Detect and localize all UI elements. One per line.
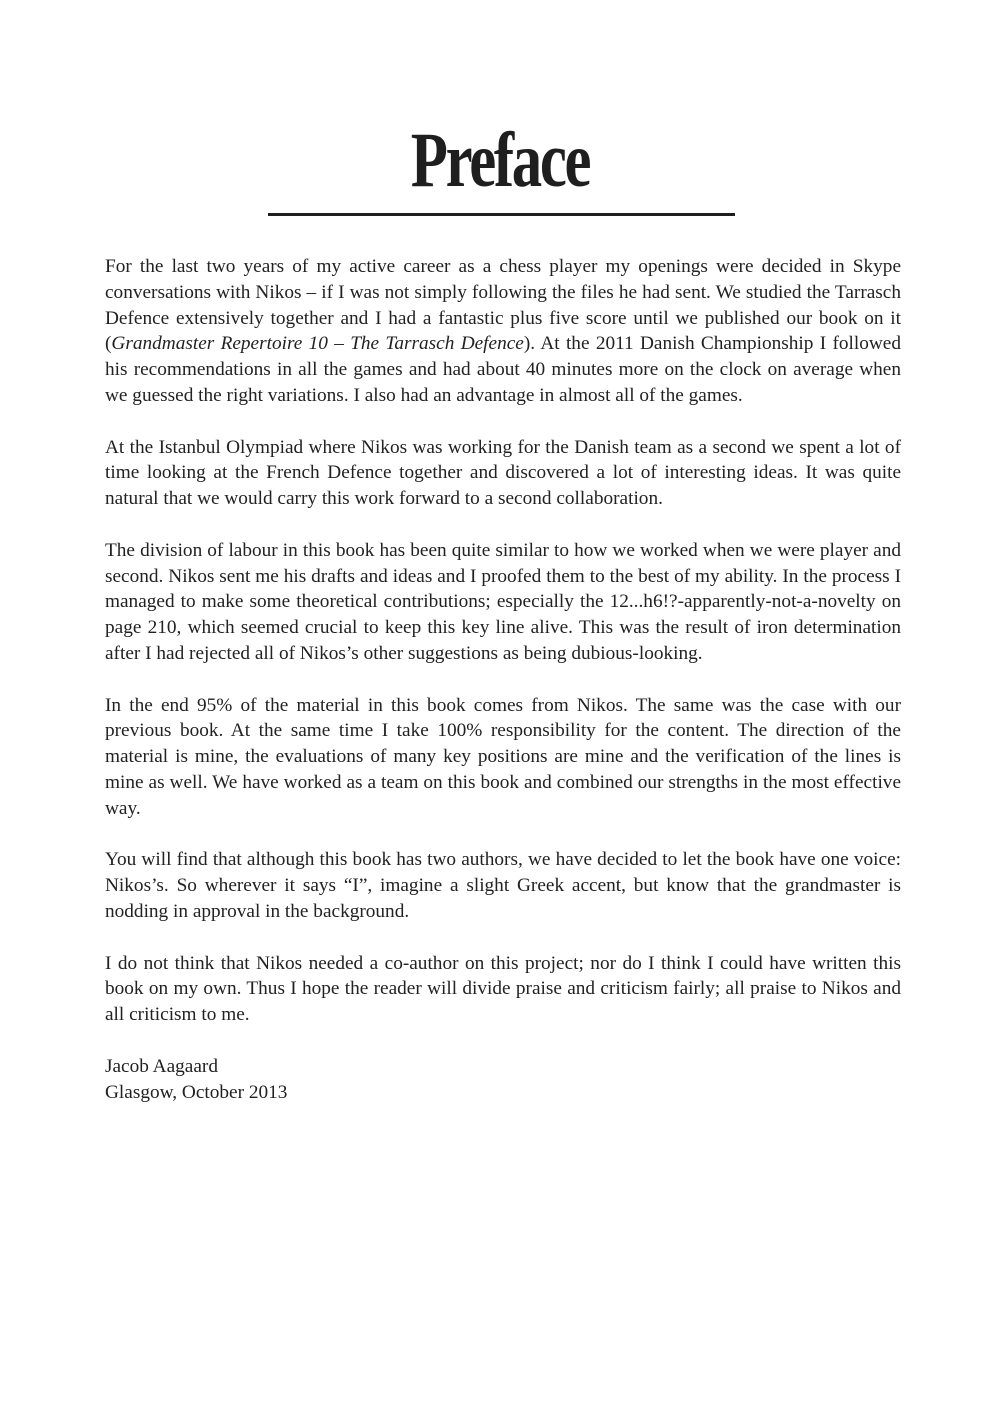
paragraph-6: I do not think that Nikos needed a co-author on this project; nor do I think I could have written this book on my own. Thus I hope the reader will divide praise and criticism fairly; all praise to Nikos and all criticism to me.	[105, 952, 901, 1026]
paragraph-5: You will find that although this book has two authors, we have decided to let the book have one voice: Nikos’s. So wherever it says “I”, imagine a slight Greek accent, but know that the grandmaster is nodding in approval in the background.	[105, 849, 901, 922]
place-and-date: Glasgow, October 2013	[105, 1081, 288, 1103]
paragraph-4: In the end 95% of the material in this book comes from Nikos. The same was the case with our previous book. At the same time I take 100% responsibility for the content. The direction of the material is mine, the evaluations of many key positions are mine and the verification of the lines is mine as well. We have worked as a team on this book and combined our strengths in the most effective way.	[105, 694, 901, 819]
signature-block	[105, 1054, 901, 1106]
page-title: Preface	[410, 116, 590, 203]
paragraph-1	[105, 254, 901, 409]
title-underline	[268, 213, 735, 216]
book-title-reference: Grandmaster Repertoire 10 – The Tarrasch Defence	[111, 333, 524, 355]
paragraph-1-text-b: ). At the 2011 Danish Championship I followed his recommendations in all the games and had about 40 minutes more on the clock on average when we guessed the right variations. I also had an advantage in almost all of the games.	[105, 333, 902, 406]
paragraph-1-text-a: For the last two years of my active career as a chess player my openings were decided in Skype conversations with Nikos – if I was not simply following the files he had sent. We studied the Tarrasch Defence extensively together and I had a fantastic plus five score until we published our book on it (	[105, 256, 901, 355]
paragraph-2: At the Istanbul Olympiad where Nikos was working for the Danish team as a second we spent a lot of time looking at the French Defence together and discovered a lot of interesting ideas. It was quite natural that we would carry this work forward to a second collaboration.	[105, 436, 901, 510]
preface-body	[105, 254, 901, 1105]
author-name: Jacob Aagaard	[105, 1055, 218, 1077]
paragraph-3: The division of labour in this book has been quite similar to how we worked when we were player and second. Nikos sent me his drafts and ideas and I proofed them to the best of my ability. In the process I managed to make some theoretical contributions; especially the 12...h6!?-apparently-not-a-novelty on page 210, which seemed crucial to keep this key line alive. This was the result of iron determination after I had rejected all of Nikos’s other suggestions as being dubious-looking.	[105, 539, 901, 664]
